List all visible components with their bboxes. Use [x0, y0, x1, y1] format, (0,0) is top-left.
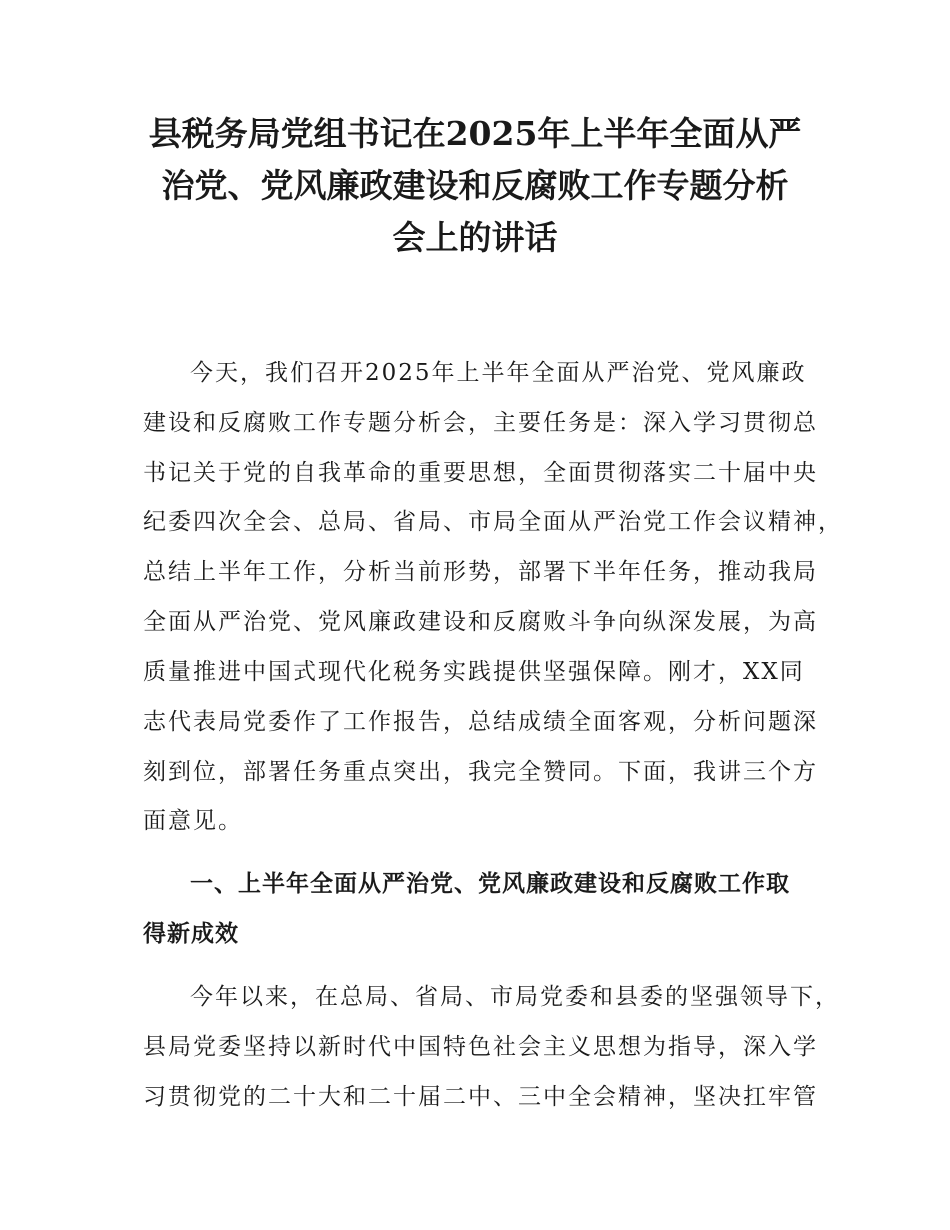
paragraph-2-line: 今年以来，在总局、省局、市局党委和县委的坚强领导下，	[190, 984, 840, 1010]
paragraph-1-line: 建设和反腐败工作专题分析会，主要任务是：深入学习贯彻总	[143, 410, 818, 436]
paragraph-1-line: 书记关于党的自我革命的重要思想，全面贯彻落实二十届中央	[143, 460, 818, 486]
paragraph-1-line: 面意见。	[143, 808, 243, 834]
paragraph-2-line: 县局党委坚持以新时代中国特色社会主义思想为指导，深入学	[143, 1034, 818, 1060]
document-title-line-1: 县税务局党组书记在2025年上半年全面从严	[148, 114, 802, 153]
paragraph-1-line: 质量推进中国式现代化税务实践提供坚强保障。刚才，XX同	[143, 659, 805, 685]
section-1-heading-line: 一、上半年全面从严治党、党风廉政建设和反腐败工作取	[190, 871, 790, 897]
paragraph-2-line: 习贯彻党的二十大和二十届二中、三中全会精神，坚决扛牢管	[143, 1084, 818, 1110]
paragraph-1-line: 纪委四次全会、总局、省局、市局全面从严治党工作会议精神，	[143, 509, 843, 535]
paragraph-1-line: 志代表局党委作了工作报告，总结成绩全面客观，分析问题深	[143, 709, 818, 735]
paragraph-1-line: 刻到位，部署任务重点突出，我完全赞同。下面，我讲三个方	[143, 759, 818, 785]
document-title-line-3: 会上的讲话	[392, 218, 558, 257]
paragraph-1-line: 全面从严治党、党风廉政建设和反腐败斗争向纵深发展，为高	[143, 609, 818, 635]
paragraph-1-line: 今天，我们召开2025年上半年全面从严治党、党风廉政	[190, 360, 807, 386]
document-title-line-2: 治党、党风廉政建设和反腐败工作专题分析	[161, 166, 789, 205]
section-1-heading-line: 得新成效	[143, 921, 239, 947]
paragraph-1-line: 总结上半年工作，分析当前形势，部署下半年任务，推动我局	[143, 559, 818, 585]
